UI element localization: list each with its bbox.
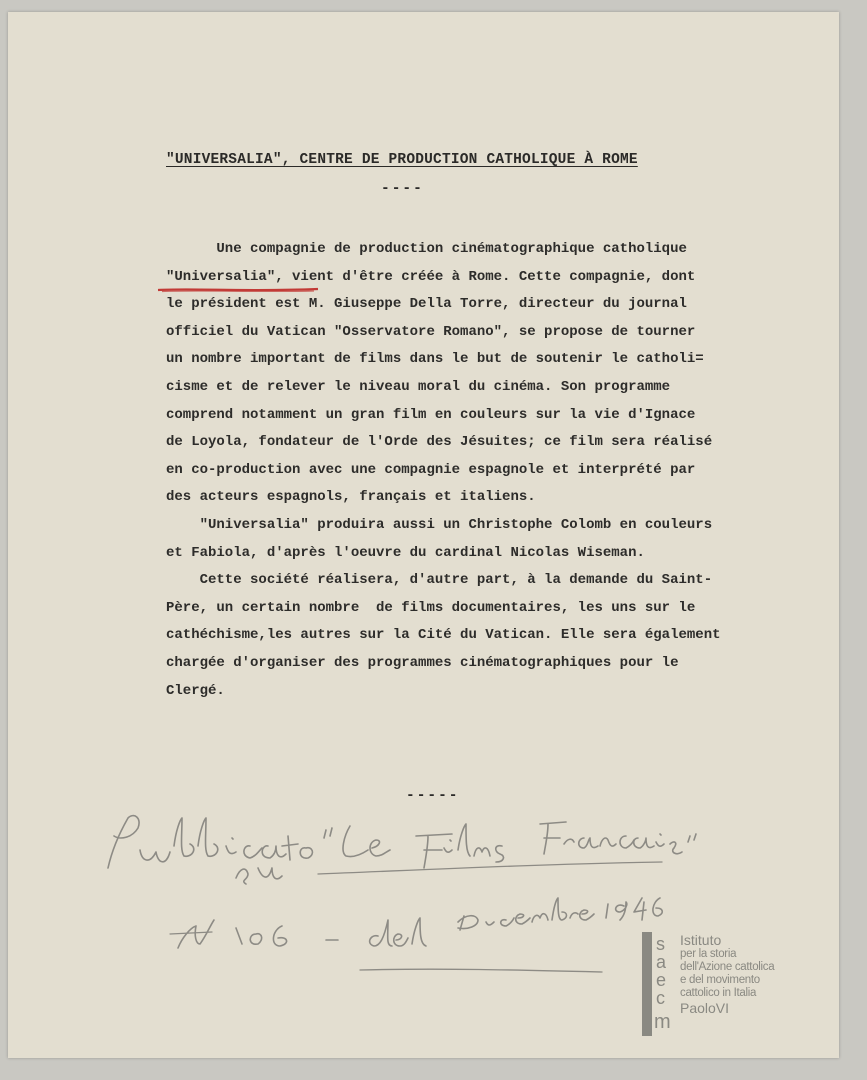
institute-logo (640, 932, 800, 1036)
logo-line: dell'Azione cattolica (680, 961, 775, 973)
body-line: officiel du Vatican "Osservatore Romano", se propose de tourner (166, 323, 696, 340)
body-line: cathéchisme,les autres sur la Cité du Vatican. Elle sera également (166, 627, 721, 644)
svg-text:m: m (654, 1011, 671, 1033)
isacem-logo-icon (640, 932, 676, 1036)
body-line: cisme et de relever le niveau moral du cinéma. Son programme (166, 378, 671, 395)
body-line: des acteurs espagnols, français et italiens. (166, 489, 536, 506)
separator-bottom: ----- (406, 788, 460, 804)
svg-text:a: a (656, 952, 667, 972)
body-line: chargée d'organiser des programmes cinématographiques pour le (166, 654, 679, 671)
body-line: Père, un certain nombre de films documentaires, les uns sur le (166, 599, 696, 616)
body-line: et Fabiola, d'après l'oeuvre du cardinal Nicolas Wiseman. (166, 544, 645, 561)
logo-line: per la storia (680, 948, 737, 960)
document-title: "UNIVERSALIA", CENTRE DE PRODUCTION CATHOLIQUE À ROME (166, 152, 638, 168)
svg-text:s: s (656, 934, 665, 954)
body-line: comprend notamment un gran film en couleurs sur la vie d'Ignace (166, 406, 696, 423)
body-line: Clergé. (166, 682, 225, 699)
logo-line: cattolico in Italia (680, 987, 757, 999)
body-line: un nombre important de films dans le but de soutenir le catholi= (166, 351, 704, 368)
red-pencil-underline (156, 287, 320, 293)
logo-line: e del movimento (680, 974, 760, 986)
body-line: "Universalia" produira aussi un Christophe Colomb en couleurs (166, 516, 713, 533)
svg-text:e: e (656, 970, 667, 990)
logo-line: PaoloVI (680, 1000, 730, 1016)
body-line: Cette société réalisera, d'autre part, à la demande du Saint- (166, 572, 713, 589)
body-line: en co-production avec une compagnie espagnole et interprété par (166, 461, 696, 478)
body-line: de Loyola, fondateur de l'Orde des Jésuites; ce film sera réalisé (166, 434, 713, 451)
body-line: Une compagnie de production cinématographique catholique (166, 241, 687, 257)
body-line: "Universalia", vient d'être créée à Rome. Cette compagnie, dont (166, 268, 696, 285)
document-title-block (166, 152, 638, 168)
svg-text:c: c (656, 988, 665, 1008)
body-line: le président est M. Giuseppe Della Torre, directeur du journal (166, 296, 687, 313)
separator-top: ---- (381, 181, 424, 197)
document-body (166, 236, 816, 705)
institute-name (680, 932, 774, 1016)
logo-line: Istituto (680, 932, 722, 948)
